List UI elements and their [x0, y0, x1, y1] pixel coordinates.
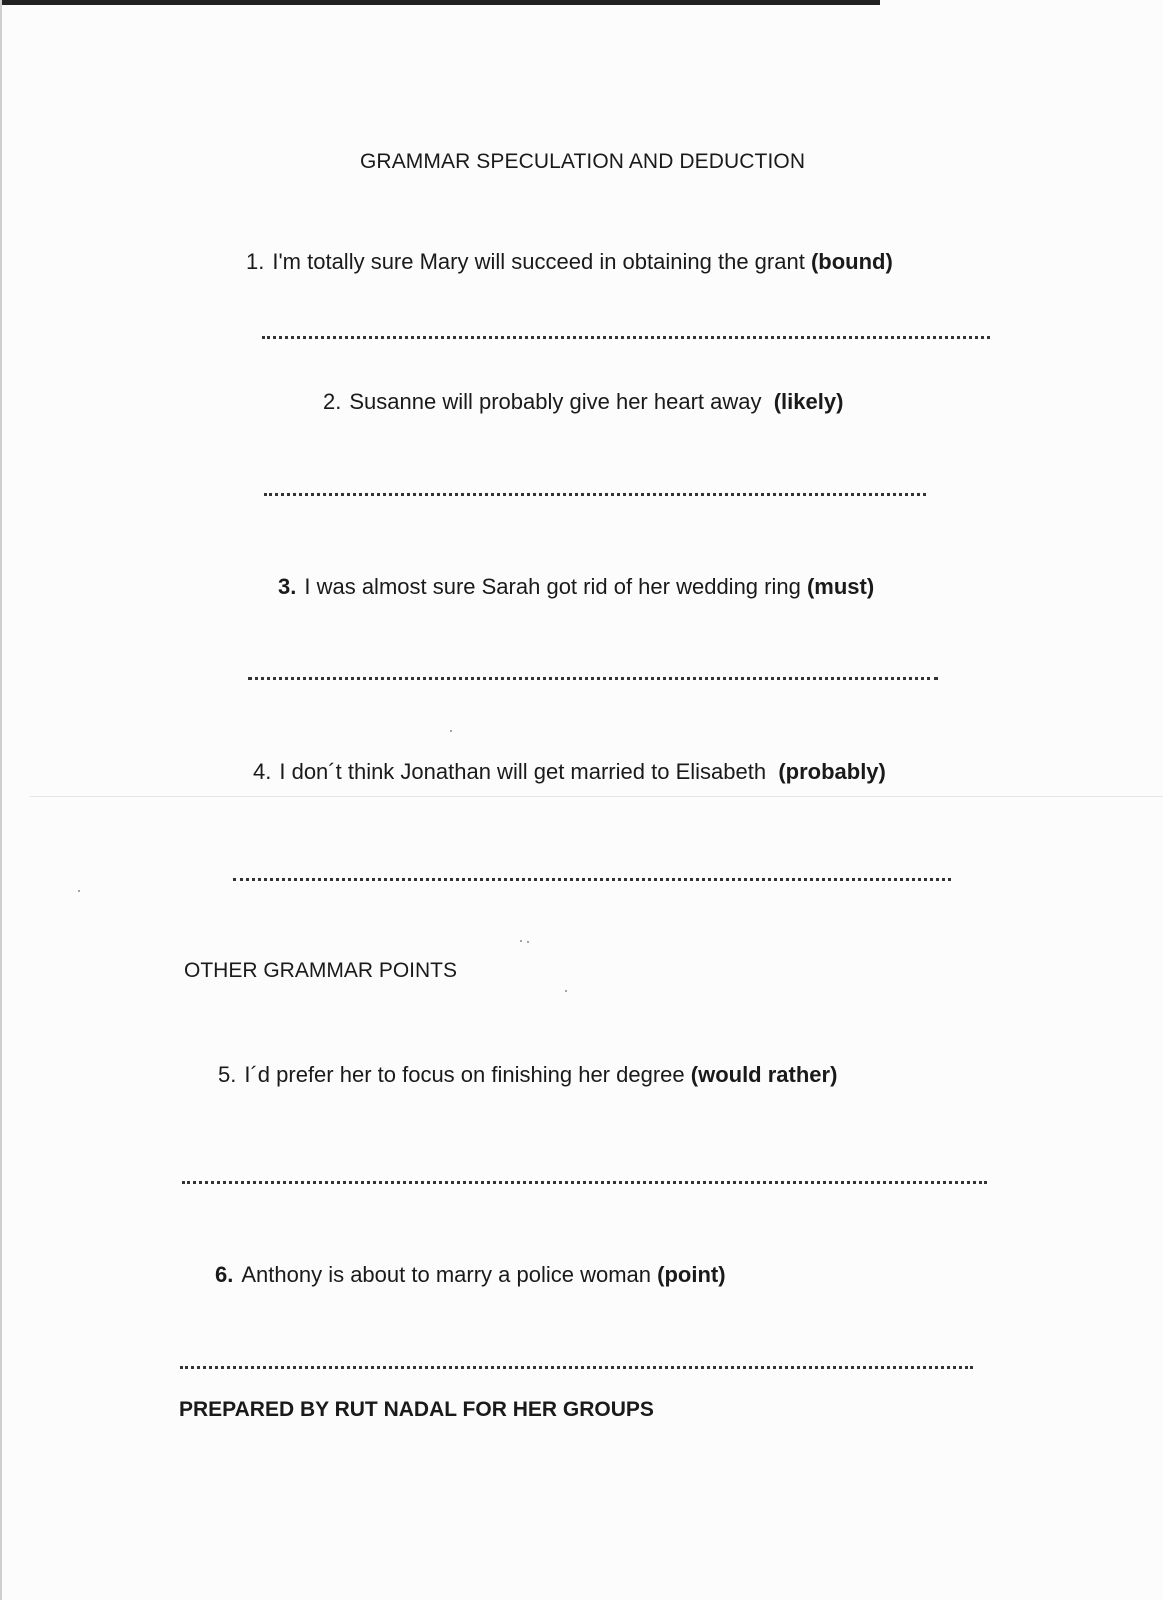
item-hint: (point) [657, 1262, 726, 1287]
answer-line-6[interactable] [180, 1366, 973, 1369]
paper-fold-line [30, 796, 1163, 797]
answer-line-2[interactable] [264, 493, 926, 496]
item-sentence: I'm totally sure Mary will succeed in obtaining the grant [272, 249, 805, 274]
item-hint: (bound) [810, 249, 893, 274]
answer-line-1[interactable] [262, 336, 990, 339]
item-number: 6. [215, 1262, 234, 1287]
exercise-item-6 [215, 1261, 726, 1289]
item-sentence: Susanne will probably give her heart away [349, 389, 762, 414]
item-number: 5. [218, 1062, 237, 1087]
answer-line-5[interactable] [182, 1181, 987, 1184]
item-sentence: I was almost sure Sarah got rid of her wedding ring [304, 574, 801, 599]
item-number: 1. [246, 249, 265, 274]
item-hint: (would rather) [690, 1062, 838, 1087]
exercise-item-4 [253, 758, 886, 786]
exercise-item-3 [278, 573, 874, 601]
item-hint: (must) [806, 574, 875, 599]
scan-speck [520, 940, 522, 942]
answer-line-3[interactable] [248, 677, 938, 680]
scan-speck [78, 890, 80, 892]
answer-line-4[interactable] [233, 878, 951, 881]
item-hint: (likely) [773, 389, 844, 414]
item-number: 2. [323, 389, 342, 414]
scan-left-edge [0, 0, 2, 1600]
section-heading: OTHER GRAMMAR POINTS [184, 959, 458, 982]
item-sentence: I´d prefer her to focus on finishing her degree [244, 1062, 685, 1087]
scan-speck [565, 990, 567, 992]
scan-top-edge [0, 0, 880, 5]
item-number: 4. [253, 759, 272, 784]
exercise-item-2 [323, 388, 843, 416]
exercise-item-1 [246, 248, 893, 276]
item-sentence: I don´t think Jonathan will get married to Elisabeth [279, 759, 767, 784]
exercise-item-5 [218, 1061, 837, 1089]
item-hint: (probably) [778, 759, 886, 784]
scan-speck [450, 730, 452, 732]
page-title: GRAMMAR SPECULATION AND DEDUCTION [360, 150, 806, 173]
footer-credit: PREPARED BY RUT NADAL FOR HER GROUPS [179, 1398, 654, 1421]
item-sentence: Anthony is about to marry a police woman [241, 1262, 652, 1287]
item-number: 3. [278, 574, 297, 599]
scan-speck [527, 941, 529, 943]
